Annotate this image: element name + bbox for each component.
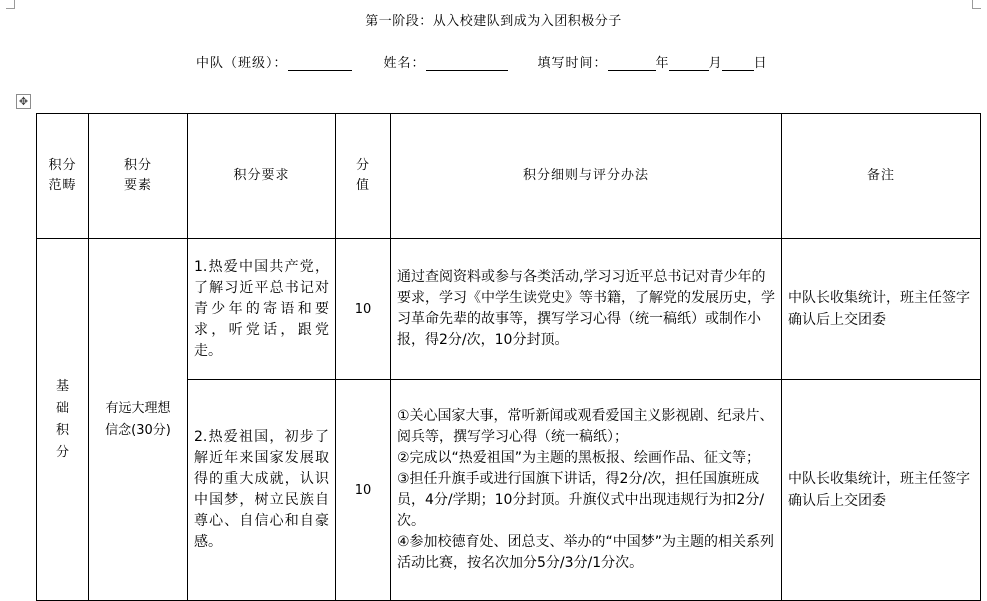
day-blank[interactable] — [722, 55, 754, 71]
detail-cell — [391, 239, 782, 380]
table-header-row — [37, 114, 981, 239]
day-label: 日 — [753, 56, 767, 71]
name-label: 姓名： — [383, 56, 426, 71]
score-cell: 10 — [336, 380, 391, 601]
detail-paragraph: ②完成以“热爱祖国”为主题的黑板报、绘画作品、征文等； — [397, 450, 761, 466]
header-element: 积分 要素 — [89, 114, 188, 239]
table-move-handle-icon[interactable]: ✥ — [16, 94, 31, 109]
year-blank[interactable] — [608, 55, 656, 71]
element-cell: 有远大理想 信念(30分) — [89, 239, 188, 601]
date-label: 填写时间： — [537, 56, 608, 71]
detail-paragraph: ④参加校德育处、团总支、举办的“中国梦”为主题的相关系列活动比赛，按名次加分5分/3分/1分次。 — [397, 534, 775, 571]
detail-paragraph: ③担任升旗手或进行国旗下讲话，得2分/次，担任国旗班成员，4分/学期；10分封顶。升旗仪式中出现违规行为扣2分/次。 — [397, 471, 765, 529]
month-label: 月 — [708, 56, 722, 71]
page-corner-mark-right — [972, 0, 981, 9]
note-cell: 中队长收集统计，班主任签字确认后上交团委 — [782, 239, 981, 380]
score-cell: 10 — [336, 239, 391, 380]
header-detail: 积分细则与评分办法 — [391, 114, 782, 239]
year-label: 年 — [655, 56, 669, 71]
category-cell: 基 础 积 分 — [37, 239, 89, 601]
month-blank[interactable] — [669, 55, 709, 71]
header-requirement: 积分要求 — [188, 114, 336, 239]
detail-paragraph: ①关心国家大事，常听新闻或观看爱国主义影视剧、纪录片、阅兵等，撰写学习心得（统一稿纸）； — [397, 408, 774, 445]
requirement-cell: 2.热爱祖国，初步了解近年来国家发展取得的重大成就，认识中国梦，树立民族自尊心、自信心和自豪感。 — [188, 380, 336, 601]
squad-blank[interactable] — [288, 55, 352, 71]
header-category: 积分 范畴 — [37, 114, 89, 239]
header-score: 分 值 — [336, 114, 391, 239]
table-row — [37, 239, 981, 380]
header-note: 备注 — [782, 114, 981, 239]
score-table — [36, 113, 981, 601]
document-title: 第一阶段：从入校建队到成为入团积极分子 — [365, 14, 622, 29]
detail-cell — [391, 380, 782, 601]
squad-label: 中队（班级）： — [196, 56, 288, 71]
requirement-cell: 1.热爱中国共产党，了解习近平总书记对青少年的寄语和要求，听党话，跟党走。 — [188, 239, 336, 380]
page-corner-mark-left — [6, 0, 15, 9]
note-cell: 中队长收集统计，班主任签字确认后上交团委 — [782, 380, 981, 601]
info-line — [196, 52, 767, 71]
detail-paragraph: 通过查阅资料或参与各类活动,学习习近平总书记对青少年的要求，学习《中学生读党史》等书籍，了解党的发展历史，学习革命先辈的故事等，撰写学习心得（统一稿纸）或制作小报，得2分/次，10分封顶。 — [397, 269, 775, 348]
name-blank[interactable] — [426, 55, 508, 71]
